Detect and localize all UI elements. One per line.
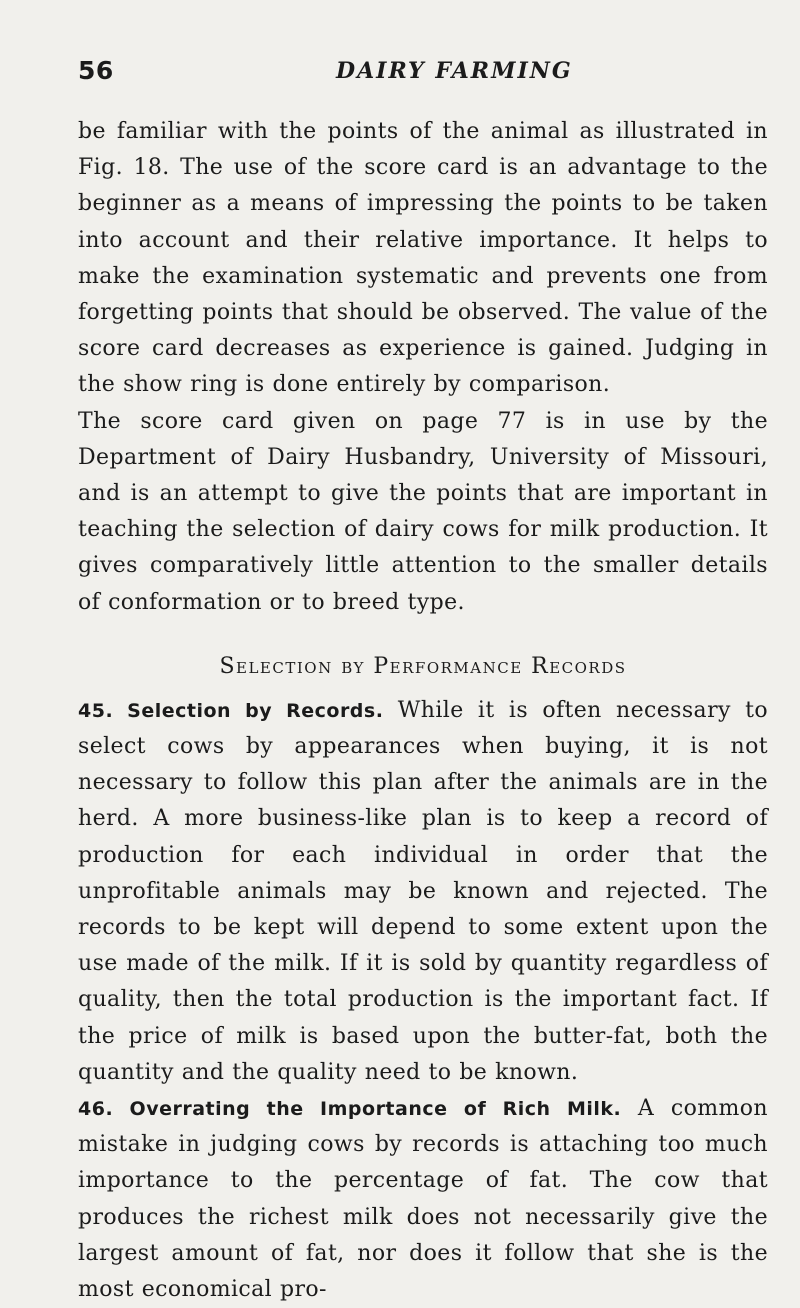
running-head: DAIRY FARMING xyxy=(336,58,573,84)
paragraph-score-card-missouri: The score card given on page 77 is in use by the Department of Dairy Husbandry, University of Missouri, and is an attempt to give the points that are important in teaching the selection of dairy cows for milk production. It gives comparatively little attention to the smaller details of conformation or to breed type. xyxy=(78,408,768,615)
page-header xyxy=(78,56,728,92)
paragraph-46-text: A common mistake in judging cows by records is attaching too much importance to the percentage of fat. The cow that produces the richest milk does not necessarily give the largest amount of fat, nor does it follow that she is the most economical pro- xyxy=(78,1096,768,1303)
paragraph-45-text: While it is often necessary to select cows by appearances when buying, it is not necessary to follow this plan after the animals are in the herd. A more business-like plan is to keep a record of production for each individual in order that the unprofitable animals may be known and rejected. The records to be kept will depend to some extent upon the use made of the milk. If it is sold by quantity regardless of quality, then the total production is the important fact. If the price of milk is based upon the butter-fat, both the quantity and the quality need to be known. xyxy=(78,697,769,1085)
paragraph-selection-by-records xyxy=(78,693,768,1091)
run-in-heading-46: 46. Overrating the Importance of Rich Milk. xyxy=(78,1098,622,1121)
paragraph-overrating-rich-milk xyxy=(78,1091,768,1308)
paragraph-score-card-intro: be familiar with the points of the animal as illustrated in Fig. 18. The use of the score card is an advantage to the beginner as a means of impressing the points to be taken into account and their relative importance. It helps to make the examination systematic and prevents one from forgetting points that should be observed. The value of the score card decreases as experience is gained. Judging in the show ring is done entirely by comparison. xyxy=(78,119,768,398)
page-number: 56 xyxy=(78,56,114,85)
body-text xyxy=(78,114,768,1308)
run-in-heading-45: 45. Selection by Records. xyxy=(78,699,384,722)
section-heading: Selection by Performance Records xyxy=(219,653,627,679)
